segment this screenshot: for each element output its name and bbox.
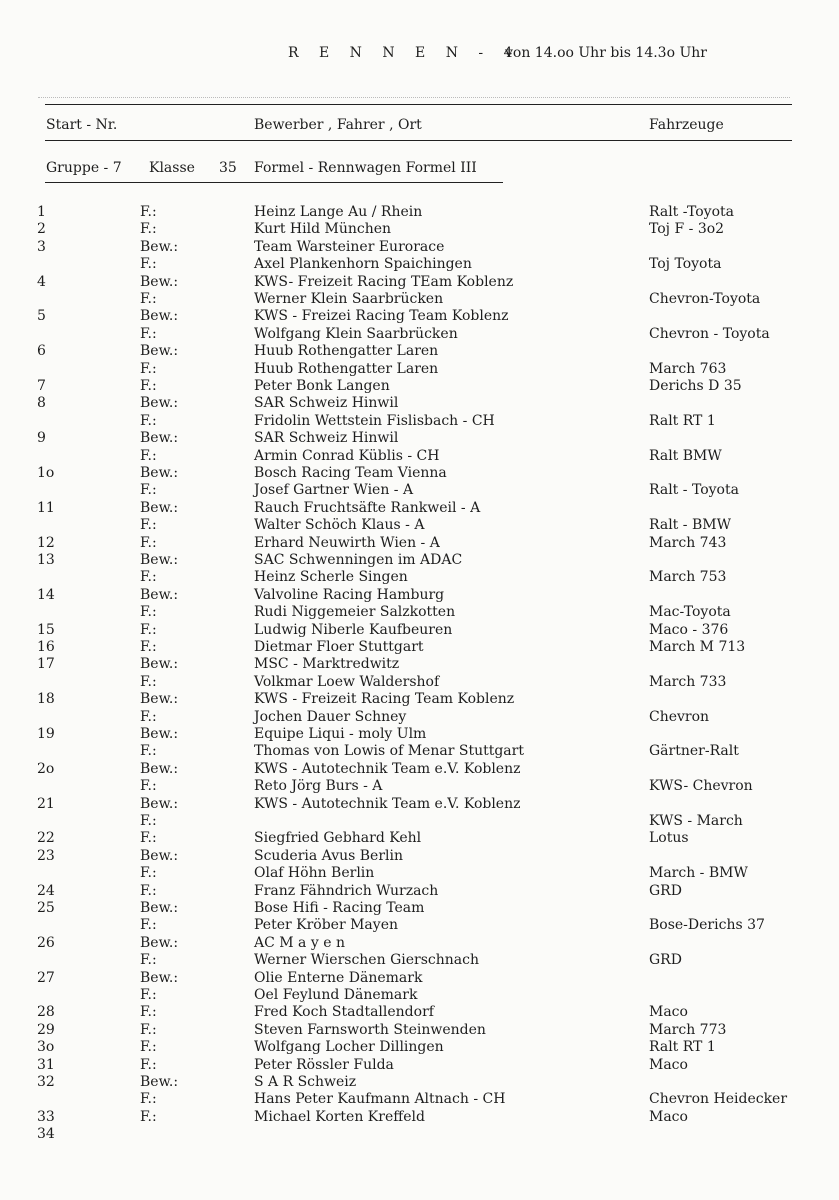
role-label: F.: (140, 917, 157, 934)
vehicle-name: Maco (649, 1056, 688, 1073)
entrant-name: Olaf Höhn Berlin (254, 865, 375, 882)
role-label: Bew.: (140, 934, 179, 951)
role-label: F.: (140, 830, 157, 847)
entrant-name: Scuderia Avus Berlin (254, 847, 404, 864)
entrant-name: Walter Schöch Klaus - A (254, 517, 425, 534)
entrant-name: Wolfgang Klein Saarbrücken (254, 325, 458, 342)
role-label: F.: (140, 639, 157, 655)
vehicle-name: Ralt - BMW (649, 517, 731, 534)
role-label: Bew.: (140, 395, 179, 412)
role-label: Bew.: (140, 656, 179, 673)
vehicle-name: March 733 (649, 673, 727, 690)
entry-row (0, 221, 839, 238)
vehicle-name: GRD (649, 882, 682, 899)
entry-row (0, 395, 839, 412)
entrant-name: Werner Wierschen Gierschnach (254, 952, 479, 969)
role-label: F.: (140, 534, 157, 551)
vehicle-name: KWS - March (649, 813, 743, 829)
start-number: 6 (37, 343, 46, 360)
role-label: F.: (140, 378, 157, 394)
klasse-label: Klasse (149, 160, 195, 176)
entry-row (0, 848, 839, 865)
role-label: Bew.: (140, 760, 179, 777)
entrant-name: Bosch Racing Team Vienna (254, 465, 447, 481)
start-number: 28 (37, 1004, 55, 1021)
entrant-name: Ludwig Niberle Kaufbeuren (254, 621, 453, 638)
role-label: Bew.: (140, 847, 179, 864)
start-number: 13 (37, 552, 55, 568)
entrant-name: Fridolin Wettstein Fislisbach - CH (254, 412, 495, 429)
vehicle-name: Maco (649, 1004, 688, 1021)
role-label: Bew.: (140, 465, 179, 481)
entry-row (0, 674, 839, 691)
vehicle-name: Gärtner-Ralt (649, 743, 739, 760)
role-label: Bew.: (140, 900, 179, 916)
header-divider (45, 140, 792, 141)
vehicle-name: Chevron (649, 708, 710, 725)
entry-row (0, 952, 839, 969)
role-label: F.: (140, 412, 157, 429)
start-number: 12 (37, 534, 55, 551)
entry-row (0, 343, 839, 360)
vehicle-name: Chevron - Toyota (649, 325, 770, 342)
role-label: F.: (140, 1091, 157, 1108)
entrant-name: Volkmar Loew Waldershof (254, 673, 440, 690)
entrant-name: Josef Gartner Wien - A (254, 482, 414, 499)
start-number: 7 (37, 378, 46, 394)
vehicle-name: March 743 (649, 534, 727, 551)
role-label: Bew.: (140, 795, 179, 812)
entrant-name: Erhard Neuwirth Wien - A (254, 534, 440, 551)
entrant-name: Heinz Scherle Singen (254, 569, 408, 586)
entrant-name: Valvoline Racing Hamburg (254, 586, 445, 603)
entry-row (0, 917, 839, 934)
entry-row (0, 326, 839, 343)
entry-row (0, 1074, 839, 1091)
entrant-name: Hans Peter Kaufmann Altnach - CH (254, 1091, 506, 1108)
entry-row (0, 500, 839, 517)
vehicle-name: Ralt - Toyota (649, 482, 739, 499)
entrant-name: KWS - Freizeit Racing Team Koblenz (254, 691, 515, 708)
entry-row (0, 900, 839, 917)
start-number: 11 (37, 499, 55, 516)
start-number: 16 (37, 639, 55, 655)
vehicle-name: Ralt -Toyota (649, 204, 734, 220)
role-label: F.: (140, 673, 157, 690)
role-label: Bew.: (140, 969, 179, 986)
vehicle-name: Ralt RT 1 (649, 1039, 716, 1056)
entry-row (0, 430, 839, 447)
entrant-name: Kurt Hild München (254, 221, 392, 238)
entrant-name: Dietmar Floer Stuttgart (254, 639, 424, 655)
role-label: Bew.: (140, 273, 179, 290)
start-number: 33 (37, 1108, 55, 1125)
entry-row (0, 587, 839, 604)
vehicle-name: Toj Toyota (649, 256, 722, 273)
entrant-name: Steven Farnsworth Steinwenden (254, 1021, 486, 1038)
role-label: F.: (140, 447, 157, 464)
role-label: F.: (140, 882, 157, 899)
entrant-name: AC M a y e n (254, 934, 345, 951)
entry-row (0, 204, 839, 221)
start-number: 1 (37, 204, 46, 220)
top-divider (45, 104, 792, 105)
entry-row (0, 378, 839, 395)
vehicle-name: Maco - 376 (649, 621, 729, 638)
start-number: 27 (37, 969, 55, 986)
role-label: F.: (140, 621, 157, 638)
entry-row (0, 517, 839, 534)
role-label: Bew.: (140, 586, 179, 603)
vehicle-name: GRD (649, 952, 682, 969)
column-header-vehicles: Fahrzeuge (649, 117, 724, 133)
start-number: 2 (37, 221, 46, 238)
entrant-name: KWS - Autotechnik Team e.V. Koblenz (254, 795, 521, 812)
entry-row (0, 987, 839, 1004)
vehicle-name: Ralt BMW (649, 447, 722, 464)
role-label: F.: (140, 1021, 157, 1038)
role-label: Bew.: (140, 726, 179, 742)
entry-row (0, 1126, 839, 1143)
entry-row (0, 622, 839, 639)
role-label: F.: (140, 1108, 157, 1125)
entry-row (0, 865, 839, 882)
role-label: F.: (140, 1056, 157, 1073)
entrant-name: Huub Rothengatter Laren (254, 343, 439, 360)
vehicle-name: March - BMW (649, 865, 748, 882)
entrant-name: Oel Feylund Dänemark (254, 987, 418, 1003)
entry-row (0, 569, 839, 586)
role-label: F.: (140, 604, 157, 621)
entry-row (0, 1057, 839, 1074)
vehicle-name: Bose-Derichs 37 (649, 917, 765, 934)
role-label: F.: (140, 325, 157, 342)
entrant-name: Fred Koch Stadtallendorf (254, 1004, 434, 1021)
start-number: 21 (37, 795, 55, 812)
start-number: 4 (37, 273, 46, 290)
entrant-name: Jochen Dauer Schney (254, 708, 407, 725)
role-label: F.: (140, 1004, 157, 1021)
entry-row (0, 709, 839, 726)
entrant-name: Peter Rössler Fulda (254, 1056, 394, 1073)
entry-row (0, 291, 839, 308)
entrant-name: SAR Schweiz Hinwil (254, 430, 399, 447)
start-number: 1o (37, 465, 55, 481)
start-number: 17 (37, 656, 55, 673)
start-number: 8 (37, 395, 46, 412)
column-header-start: Start - Nr. (46, 117, 118, 133)
entry-row (0, 465, 839, 482)
entry-row (0, 691, 839, 708)
entrant-name: Heinz Lange Au / Rhein (254, 204, 423, 220)
entrant-name: SAR Schweiz Hinwil (254, 395, 399, 412)
role-label: F.: (140, 256, 157, 273)
entry-row (0, 743, 839, 760)
entrant-name: Reto Jörg Burs - A (254, 778, 383, 795)
entry-row (0, 1091, 839, 1108)
role-label: F.: (140, 743, 157, 760)
entrant-name: MSC - Marktredwitz (254, 656, 400, 673)
entrant-name: Equipe Liqui - moly Ulm (254, 726, 427, 742)
role-label: Bew.: (140, 1074, 179, 1090)
vehicle-name: Chevron Heidecker (649, 1091, 788, 1108)
role-label: F.: (140, 482, 157, 499)
role-label: F.: (140, 360, 157, 377)
column-header-entrant: Bewerber , Fahrer , Ort (254, 117, 422, 133)
vehicle-name: Chevron-Toyota (649, 291, 761, 307)
race-title: R E N N E N - 4 (288, 45, 521, 61)
group-underline (45, 182, 503, 183)
start-number: 18 (37, 691, 55, 708)
start-number: 29 (37, 1021, 55, 1038)
entrant-name: KWS- Freizeit Racing TEam Koblenz (254, 273, 514, 290)
entrant-name: Siegfried Gebhard Kehl (254, 830, 422, 847)
role-label: F.: (140, 865, 157, 882)
entry-row (0, 482, 839, 499)
entrant-name: Werner Klein Saarbrücken (254, 291, 444, 307)
entrant-name: KWS - Autotechnik Team e.V. Koblenz (254, 760, 521, 777)
entry-row (0, 274, 839, 291)
role-label: F.: (140, 952, 157, 969)
entrant-name: Peter Bonk Langen (254, 378, 390, 394)
entrant-name: KWS - Freizei Racing Team Koblenz (254, 308, 509, 325)
entry-row (0, 308, 839, 325)
vehicle-name: March 763 (649, 360, 727, 377)
role-label: Bew.: (140, 430, 179, 447)
entry-row (0, 1004, 839, 1021)
vehicle-name: March 753 (649, 569, 727, 586)
vehicle-name: March 773 (649, 1021, 727, 1038)
start-number: 23 (37, 847, 55, 864)
entrant-name: Armin Conrad Küblis - CH (254, 447, 440, 464)
start-number: 24 (37, 882, 55, 899)
start-number: 25 (37, 900, 55, 916)
entrant-name: Rudi Niggemeier Salzkotten (254, 604, 456, 621)
vehicle-name: Toj F - 3o2 (649, 221, 725, 238)
klasse-value: 35 (219, 160, 237, 176)
start-number: 2o (37, 760, 55, 777)
start-number: 9 (37, 430, 46, 447)
entry-row (0, 448, 839, 465)
role-label: F.: (140, 987, 157, 1003)
start-number: 5 (37, 308, 46, 325)
role-label: Bew.: (140, 691, 179, 708)
start-number: 32 (37, 1074, 55, 1090)
entry-row (0, 656, 839, 673)
start-number: 34 (37, 1126, 55, 1143)
entrant-name: Peter Kröber Mayen (254, 917, 398, 934)
start-number: 19 (37, 726, 55, 742)
entrant-name: Huub Rothengatter Laren (254, 360, 439, 377)
entry-row (0, 413, 839, 430)
entry-row (0, 761, 839, 778)
role-label: F.: (140, 1039, 157, 1056)
start-number: 26 (37, 934, 55, 951)
vehicle-name: Mac-Toyota (649, 604, 731, 621)
entrant-name: Team Warsteiner Eurorace (254, 238, 445, 255)
entry-row (0, 361, 839, 378)
entry-row (0, 239, 839, 256)
entrant-name: S A R Schweiz (254, 1074, 357, 1090)
entry-row (0, 883, 839, 900)
vehicle-name: KWS- Chevron (649, 778, 753, 795)
dotted-divider (38, 97, 790, 98)
entry-row (0, 1022, 839, 1039)
vehicle-name: Derichs D 35 (649, 378, 742, 394)
vehicle-name: Maco (649, 1108, 688, 1125)
race-time: von 14.oo Uhr bis 14.3o Uhr (505, 45, 707, 61)
entry-row (0, 726, 839, 743)
role-label: F.: (140, 778, 157, 795)
entry-row (0, 796, 839, 813)
entry-row (0, 256, 839, 273)
role-label: F.: (140, 291, 157, 307)
role-label: F.: (140, 708, 157, 725)
role-label: Bew.: (140, 308, 179, 325)
vehicle-name: Ralt RT 1 (649, 412, 716, 429)
vehicle-name: Lotus (649, 830, 689, 847)
entrant-name: SAC Schwenningen im ADAC (254, 552, 463, 568)
entry-row (0, 552, 839, 569)
role-label: Bew.: (140, 238, 179, 255)
role-label: F.: (140, 221, 157, 238)
group-label: Gruppe - 7 (46, 160, 122, 176)
entry-row (0, 604, 839, 621)
entry-row (0, 778, 839, 795)
class-name: Formel - Rennwagen Formel III (254, 160, 477, 176)
entry-row (0, 1109, 839, 1126)
entrant-name: Wolfgang Locher Dillingen (254, 1039, 444, 1056)
entrant-name: Rauch Fruchtsäfte Rankweil - A (254, 499, 481, 516)
role-label: F.: (140, 569, 157, 586)
role-label: Bew.: (140, 499, 179, 516)
entrant-name: Franz Fähndrich Wurzach (254, 882, 439, 899)
vehicle-name: March M 713 (649, 639, 746, 655)
entrant-name: Michael Korten Kreffeld (254, 1108, 425, 1125)
entry-row (0, 535, 839, 552)
entry-row (0, 639, 839, 656)
role-label: F.: (140, 813, 157, 829)
start-number: 3o (37, 1039, 55, 1056)
entry-row (0, 830, 839, 847)
entry-row (0, 813, 839, 830)
start-number: 3 (37, 238, 46, 255)
start-number: 15 (37, 621, 55, 638)
entrant-name: Thomas von Lowis of Menar Stuttgart (254, 743, 524, 760)
entrant-name: Axel Plankenhorn Spaichingen (254, 256, 472, 273)
start-number: 22 (37, 830, 55, 847)
entry-row (0, 1039, 839, 1056)
role-label: Bew.: (140, 552, 179, 568)
start-number: 31 (37, 1056, 55, 1073)
entry-row (0, 935, 839, 952)
role-label: F.: (140, 517, 157, 534)
entrant-name: Bose Hifi - Racing Team (254, 900, 425, 916)
start-number: 14 (37, 586, 55, 603)
entry-row (0, 970, 839, 987)
role-label: F.: (140, 204, 157, 220)
role-label: Bew.: (140, 343, 179, 360)
entrant-name: Olie Enterne Dänemark (254, 969, 423, 986)
